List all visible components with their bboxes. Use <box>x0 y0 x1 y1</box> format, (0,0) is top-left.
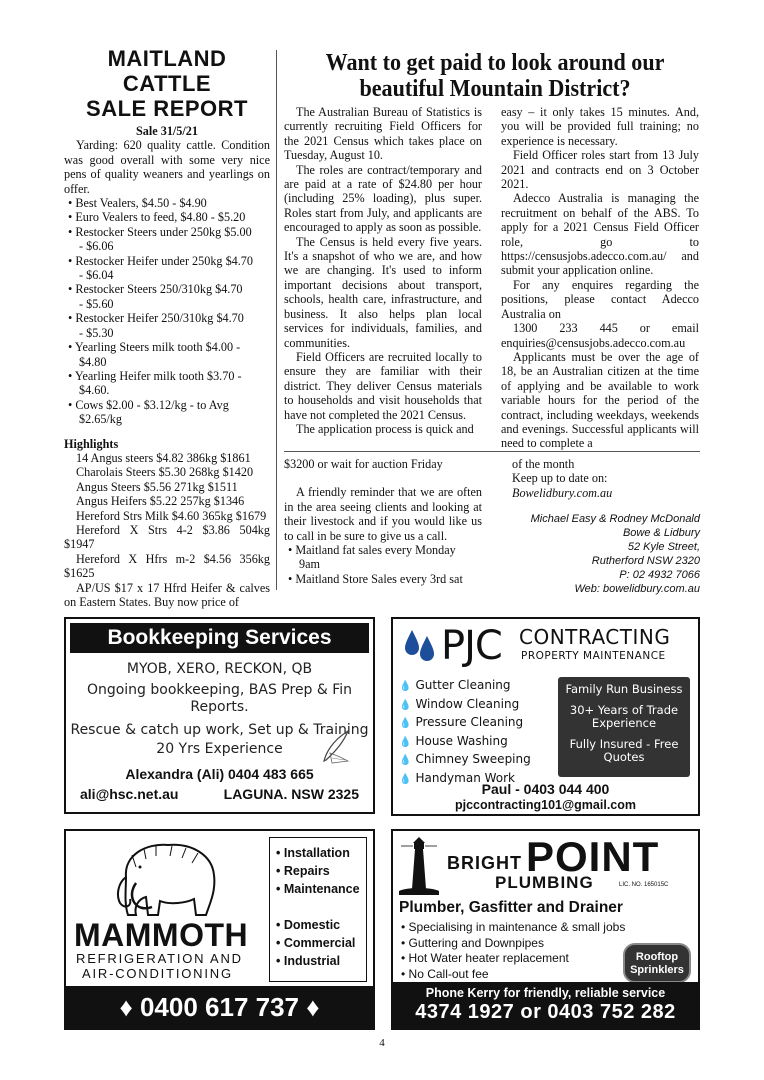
brightpoint-license: LIC. NO. 165015C <box>619 882 669 888</box>
pjc-service: 💧 Handyman Work <box>399 770 531 789</box>
article-paragraph: The Census is held every five years. It's a snapshot of who we are, and how we are changing. It's used to inform important decisions about transport, schools, health care, infrastructure, and business. It also helps plan local services for individuals, families, and communities. <box>284 234 482 350</box>
bookkeeping-software: MYOB, XERO, RECKON, QB <box>126 661 313 677</box>
price-item: • Euro Vealers to feed, $4.80 - $5.20 <box>68 210 246 225</box>
rooftop-sprinklers-badge: Rooftop Sprinklers <box>623 943 691 983</box>
article-paragraph: The Australian Bureau of Statistics is currently recruiting Field Officers for the 2021 Census which takes place on Tuesday, August 10. <box>284 105 482 163</box>
yarding-intro: Yarding: 620 quality cattle. Condition was good overall with some very nice pens of quality weaners and yearlings on offer. <box>64 138 270 196</box>
bookkeeping-phone: Alexandra (Ali) 0404 483 665 <box>125 766 314 782</box>
brightpoint-headline: Plumber, Gasfitter and Drainer <box>399 899 623 916</box>
contact-column <box>512 457 700 596</box>
quill-icon <box>318 727 358 767</box>
column-divider <box>276 50 277 590</box>
pjc-property-maintenance: PROPERTY MAINTENANCE <box>521 650 666 662</box>
price-item: • Restocker Steers 250/310kg $4.70 - $5.60 <box>68 282 243 311</box>
pjc-feature-box <box>558 677 690 777</box>
pjc-contracting: CONTRACTING <box>519 625 671 649</box>
pjc-service: 💧 House Washing <box>399 733 531 752</box>
drop-icon: 💧 <box>399 755 412 766</box>
drop-icon: 💧 <box>399 681 412 692</box>
price-item: • Restocker Steers under 250kg $5.00 - $6.06 <box>68 224 252 254</box>
mammoth-phone: ♦ 0400 617 737 ♦ <box>66 986 373 1028</box>
lighthouse-icon <box>397 835 441 897</box>
brightpoint-plumbing: PLUMBING <box>495 873 594 892</box>
sale-bullet: • Maitland Store Sales every 3rd sat <box>288 571 463 586</box>
price-item: • Yearling Steers milk tooth $4.00 - $4.80 <box>68 340 241 369</box>
bookkeeping-heading: Bookkeeping Services <box>70 623 369 653</box>
mammoth-subtitle: REFRIGERATION AND <box>76 951 243 966</box>
price-item: • Yearling Heifer milk tooth $3.70 - $4.60. <box>68 368 242 398</box>
ad-bookkeeping <box>64 617 375 814</box>
mammoth-service: • Maintenance <box>276 882 360 896</box>
reminder-text: A friendly reminder that we are often in the area seeing clients and looking at their livestock and if you would like us to call in be sure to give us a call. <box>284 485 482 543</box>
pjc-service: 💧 Gutter Cleaning <box>399 677 531 696</box>
highlight-item: Angus Steers $5.56 271kg $1511 <box>76 479 238 494</box>
pjc-service: 💧 Pressure Cleaning <box>399 714 531 733</box>
brightpoint-service: • Guttering and Downpipes <box>401 935 544 950</box>
article-title: Want to get paid to look around our beautiful Mountain District? <box>325 50 665 102</box>
bookkeeping-service: Rescue & catch up work, Set up & Training <box>70 722 369 738</box>
brightpoint-point: POINT <box>526 833 660 880</box>
article-column-2 <box>501 105 699 451</box>
pjc-feature: Fully Insured - Free Quotes <box>569 737 679 764</box>
drop-icon: 💧 <box>399 773 412 785</box>
ad-brightpoint <box>391 829 700 1030</box>
article-paragraph: For any enquires regarding the positions, please contact Adecco Australia on <box>501 277 699 321</box>
brightpoint-cta: Phone Kerry for friendly, reliable service <box>425 986 666 1000</box>
highlights-heading: Highlights <box>64 436 119 451</box>
highlight-item: Hereford X Strs 4-2 $3.86 504kg $1947 <box>64 522 270 552</box>
bookkeeping-email: ali@hsc.net.au <box>80 786 179 802</box>
highlight-item: Hereford Strs Milk $4.60 365kg $1679 <box>76 508 267 523</box>
mammoth-icon <box>96 837 236 923</box>
cattle-report <box>64 46 270 609</box>
brightpoint-service: • Hot Water heater replacement <box>401 951 569 965</box>
bookkeeping-location: LAGUNA. NSW 2325 <box>223 786 359 802</box>
price-item: • Restocker Heifer under 250kg $4.70 - $6.04 <box>68 253 253 283</box>
contact-names: Michael Easy & Rodney McDonald <box>530 513 700 526</box>
highlight-item: AP/US $17 x 17 Hfrd Heifer & calves on Eastern States. Buy now price of <box>64 580 270 609</box>
drop-icon: 💧 <box>399 718 412 729</box>
mammoth-name: MAMMOTH <box>74 917 249 953</box>
pjc-service: 💧 Window Cleaning <box>399 696 531 715</box>
brightpoint-bright: BRIGHT <box>447 853 522 873</box>
contact-firm: Bowe & Lidbury <box>622 527 700 540</box>
contact-suburb: Rutherford NSW 2320 <box>591 555 700 568</box>
brightpoint-phones: 4374 1927 or 0403 752 282 <box>415 1001 676 1023</box>
pjc-logo <box>403 623 502 669</box>
ad-mammoth <box>64 829 375 1030</box>
pjc-phone: Paul - 0403 044 400 <box>481 781 610 797</box>
highlights-list <box>64 451 270 609</box>
highlight-item: Charolais Steers $5.30 268kg $1420 <box>76 465 254 480</box>
water-drops-icon <box>403 626 437 666</box>
price-list <box>64 196 270 427</box>
section-divider <box>284 451 700 452</box>
highlight-item: Angus Heifers $5.22 257kg $1346 <box>76 494 245 509</box>
pjc-logo-text: PJC <box>441 623 502 669</box>
article-paragraph: The application process is quick and <box>296 421 474 436</box>
brightpoint-service: • Specialising in maintenance & small jobs <box>401 920 626 934</box>
sale-date: Sale 31/5/21 <box>136 124 198 138</box>
bookkeeping-service: Ongoing bookkeeping, BAS Prep & Fin Reports. <box>86 682 353 715</box>
article-paragraph: The roles are contract/temporary and are paid at a rate of $24.80 per hour (including 25% loading), plus super. Roles start from July, and applicants are encouraged to apply as soon as possible. <box>284 162 482 235</box>
cattle-report-continued <box>284 457 482 586</box>
pjc-service-list <box>399 677 531 788</box>
cattle-report-title: MAITLAND CATTLE SALE REPORT <box>86 46 248 121</box>
article-paragraph: Field Officers are recruited locally to ensure they are familiar with their district. They deliver Census materials to households and visit households that have not completed the 2021 Census. <box>284 349 482 422</box>
mammoth-service: • Domestic <box>276 918 341 932</box>
pjc-feature: Family Run Business <box>565 682 683 696</box>
drop-icon: 💧 <box>399 736 412 748</box>
brightpoint-service-list <box>401 920 625 982</box>
page-number: 4 <box>379 1037 385 1049</box>
article-paragraph: Applicants must be over the age of 18, be an Australian citizen at the time of applying and be available to work variable hours for the period of the contract, including weekdays, weekends and evenings. Successful applicants will need to complete a <box>501 349 699 451</box>
pjc-service: 💧 Chimney Sweeping <box>399 751 531 770</box>
contact-block <box>512 512 700 596</box>
price-item: • Best Vealers, $4.50 - $4.90 <box>68 196 207 211</box>
contact-web[interactable]: Web: bowelidbury.com.au <box>574 583 700 596</box>
bookkeeping-contact <box>66 764 373 804</box>
price-item: • Restocker Heifer 250/310kg $4.70 - $5.30 <box>68 311 244 340</box>
article-paragraph: Adecco Australia is managing the recruitment on behalf of the ABS. To apply for a 2021 Census Field Officer role, go to https://censusjobs.adecco.com.au/ and submit your application online. <box>501 191 699 278</box>
article-paragraph: 1300 233 445 or email enquiries@censusjobs.adecco.com.au <box>501 321 699 350</box>
pjc-email: pjccontracting101@gmail.com <box>455 798 636 812</box>
website-link[interactable]: Bowelidbury.com.au <box>512 485 613 500</box>
keep-up-text: Keep up to date on: <box>512 471 608 486</box>
continued-text: $3200 or wait for auction Friday <box>284 457 443 471</box>
brightpoint-contact-bar <box>393 982 698 1028</box>
mammoth-service: • Commercial <box>276 936 356 950</box>
mammoth-service-box <box>269 837 367 982</box>
mammoth-service: • Repairs <box>276 864 330 878</box>
ad-pjc-contracting <box>391 617 700 816</box>
brightpoint-service: • No Call-out fee <box>401 966 489 981</box>
contact-street: 52 Kyle Street, <box>627 541 700 554</box>
article-paragraph: easy – it only takes 15 minutes. And, you will be provided full training; no experience is necessary. <box>501 105 699 148</box>
highlight-item: Hereford X Hfrs m-2 $4.56 356kg $1625 <box>64 551 270 581</box>
bookkeeping-experience: 20 Yrs Experience <box>156 741 283 757</box>
price-item: • Cows $2.00 - $3.12/kg - to Avg $2.65/kg <box>68 397 229 427</box>
mammoth-service: • Industrial <box>276 954 341 968</box>
drop-icon: 💧 <box>399 699 412 711</box>
mammoth-service: • Installation <box>276 846 350 860</box>
mammoth-spacer <box>276 898 366 916</box>
mammoth-subtitle: AIR-CONDITIONING <box>82 966 233 981</box>
continued-text: of the month <box>512 457 575 471</box>
sale-bullet: • Maitland fat sales every Monday 9am <box>288 543 456 572</box>
highlight-item: 14 Angus steers $4.82 386kg $1861 <box>76 450 251 465</box>
contact-phone: P: 02 4932 7066 <box>619 569 700 582</box>
pjc-feature: 30+ Years of Trade Experience <box>569 703 679 730</box>
article-paragraph: Field Officer roles start from 13 July 2021 and contracts end on 3 October 2021. <box>501 148 699 192</box>
article-column-1 <box>284 105 482 436</box>
